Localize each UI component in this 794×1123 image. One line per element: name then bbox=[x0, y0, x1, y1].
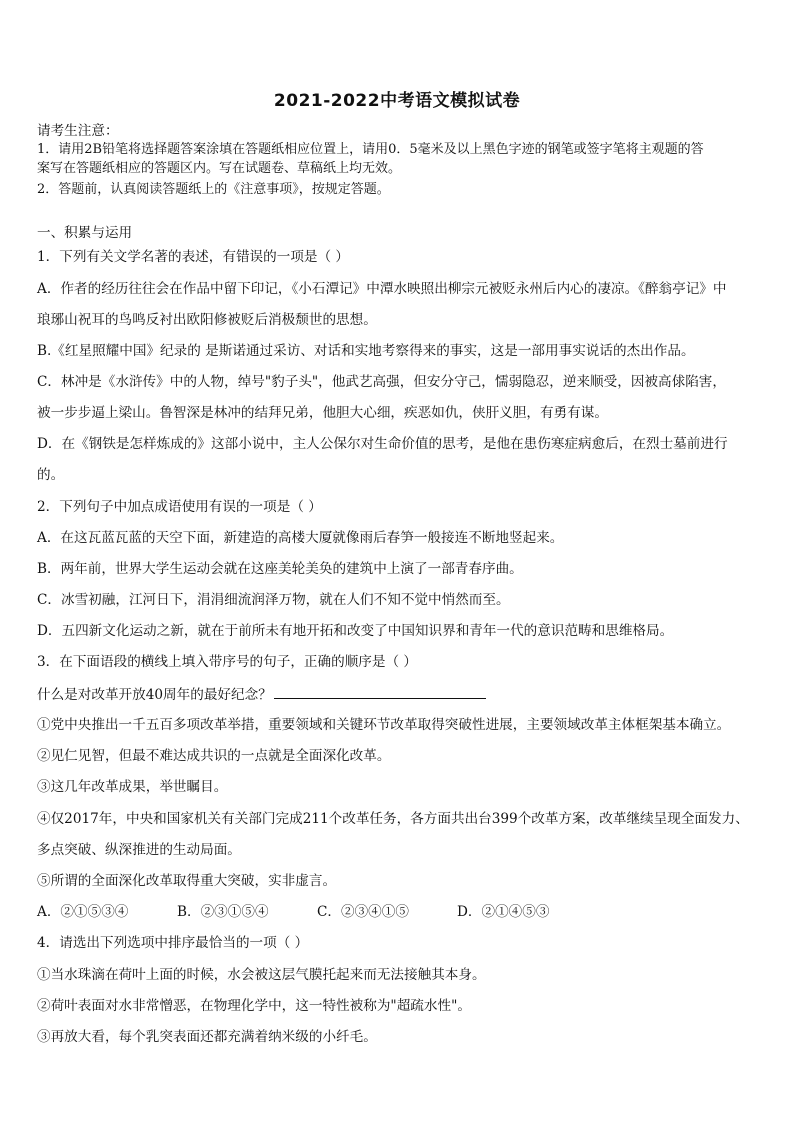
q1-option-a-line-2: 琅琊山祝耳的鸟鸣反衬出欧阳修被贬后消极颓世的思想。 bbox=[37, 312, 377, 328]
q3-option-d: D．②①④⑤③ bbox=[457, 904, 550, 920]
q4-stem: 4．请选出下列选项中排序最恰当的一项（ ） bbox=[37, 935, 309, 951]
q1-option-d-line-1: D．在《钢铁是怎样炼成的》这部小说中，主人公保尔对生命价值的思考，是他在患伤寒症病愈后，在烈士墓前进行 bbox=[37, 436, 728, 452]
q1-option-b: B.《红星照耀中国》纪录的 是斯诺通过采访、对话和实地考察得来的事实，这是一部用事实说话的杰出作品。 bbox=[37, 343, 695, 359]
q1-option-c-line-1: C．林冲是《水浒传》中的人物，绰号"豹子头"，他武艺高强，但安分守己，懦弱隐忍，逆来顺受，因被高俅陷害， bbox=[37, 374, 726, 390]
q3-option-b: B．②③①⑤④ bbox=[177, 904, 269, 920]
q3-prompt: 什么是对改革开放40周年的最好纪念？ bbox=[37, 687, 272, 703]
notice-item-1-line-2: 案写在答题纸相应的答题区内。写在试题卷、草稿纸上均无效。 bbox=[37, 161, 402, 176]
q3-sentence-1: ①党中央推出一千五百多项改革举措，重要领域和关键环节改革取得突破性进展，主要领域改革主体框架基本确立。 bbox=[37, 717, 731, 733]
q1-option-c-line-2: 被一步步逼上梁山。鲁智深是林冲的结拜兄弟，他胆大心细，疾恶如仇，侠肝义胆，有勇有谋。 bbox=[37, 405, 608, 421]
q3-options bbox=[37, 903, 549, 921]
q2-option-a: A．在这瓦蓝瓦蓝的天空下面，新建造的高楼大厦就像雨后春笋一般接连不断地竖起来。 bbox=[37, 530, 564, 546]
section-heading: 一、积累与运用 bbox=[37, 225, 133, 241]
q4-sentence-1: ①当水珠滴在荷叶上面的时候，水会被这层气膜托起来而无法接触其本身。 bbox=[37, 967, 486, 983]
q3-option-c: C．②③④①⑤ bbox=[317, 904, 409, 920]
q3-stem: 3．在下面语段的横线上填入带序号的句子，正确的顺序是（ ） bbox=[37, 654, 417, 670]
q2-option-c: C．冰雪初融，江河日下，涓涓细流润泽万物，就在人们不知不觉中悄然而至。 bbox=[37, 592, 510, 608]
notice-heading: 请考生注意： bbox=[37, 123, 119, 139]
q3-sentence-2: ②见仁见智，但最不难达成共识的一点就是全面深化改革。 bbox=[37, 748, 391, 764]
q4-sentence-3: ③再放大看，每个乳突表面还都充满着纳米级的小纤毛。 bbox=[37, 1029, 377, 1045]
q1-option-d-line-2: 的。 bbox=[37, 467, 65, 483]
q1-option-a-line-1: A．作者的经历往往会在作品中留下印记，《小石潭记》中潭水映照出柳宗元被贬永州后内心的凄凉。《醉翁亭记》中 bbox=[37, 281, 727, 297]
q2-stem: 2．下列句子中加点成语使用有误的一项是（ ） bbox=[37, 499, 322, 515]
exam-title: 2021-2022中考语文模拟试卷 bbox=[273, 91, 521, 111]
q3-option-a: A．②①⑤③④ bbox=[37, 904, 129, 920]
q4-sentence-2: ②荷叶表面对水非常憎恶，在物理化学中，这一特性被称为"超疏水性"。 bbox=[37, 998, 471, 1014]
q3-prompt-row bbox=[37, 684, 486, 704]
notice-item-2: 2．答题前，认真阅读答题纸上的《注意事项》，按规定答题。 bbox=[37, 182, 390, 197]
q2-option-b: B．两年前，世界大学生运动会就在这座美轮美奂的建筑中上演了一部青春序曲。 bbox=[37, 561, 523, 577]
q2-option-d: D．五四新文化运动之新，就在于前所未有地开拓和改变了中国知识界和青年一代的意识范畴和思维格局。 bbox=[37, 623, 674, 639]
q3-answer-blank bbox=[274, 684, 486, 699]
notice-item-1-line-1: 1．请用2B铅笔将选择题答案涂填在答题纸相应位置上，请用0．5毫米及以上黑色字迹的钢笔或签字笔将主观题的答 bbox=[37, 142, 704, 157]
q3-sentence-3: ③这几年改革成果，举世瞩目。 bbox=[37, 779, 228, 795]
q1-stem: 1．下列有关文学名著的表述，有错误的一项是（ ） bbox=[37, 249, 350, 265]
q3-sentence-4-line-2: 多点突破、纵深推进的生动局面。 bbox=[37, 842, 241, 858]
q3-sentence-4-line-1: ④仅2017年，中央和国家机关有关部门完成211个改革任务，各方面共出台399个改革方案，改革继续呈现全面发力、 bbox=[37, 811, 749, 827]
q3-sentence-5: ⑤所谓的全面深化改革取得重大突破，实非虚言。 bbox=[37, 873, 337, 889]
